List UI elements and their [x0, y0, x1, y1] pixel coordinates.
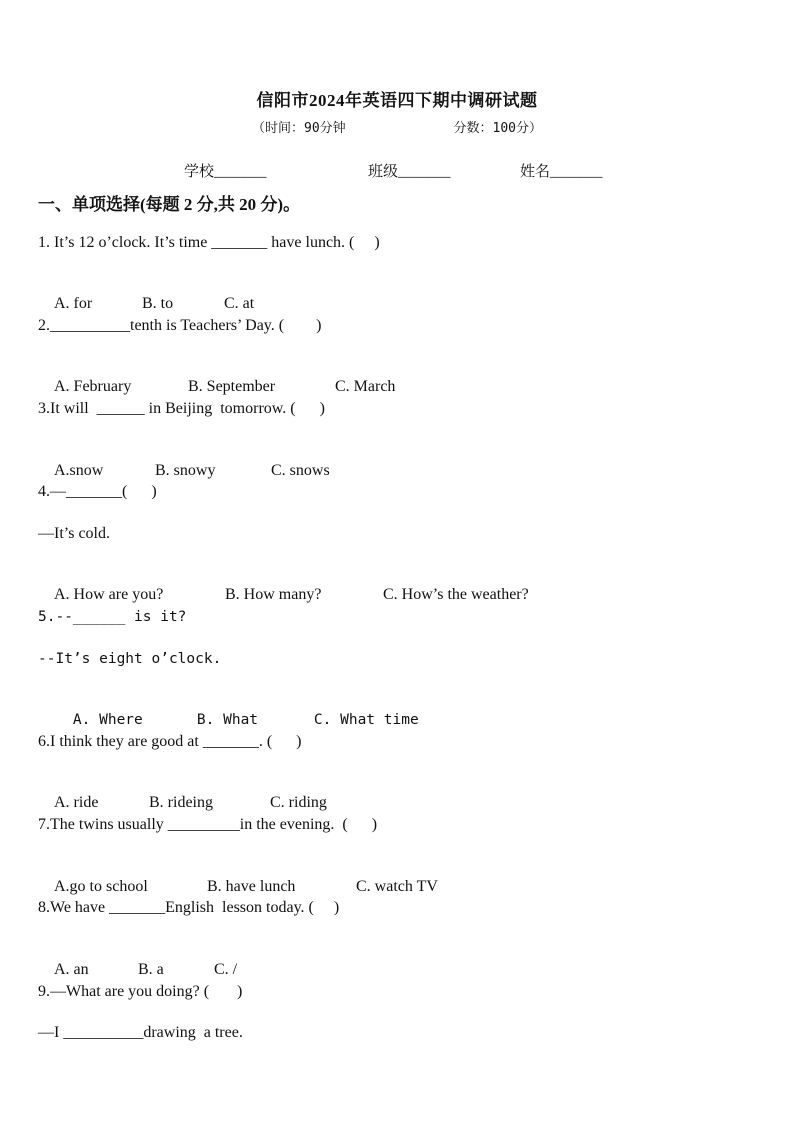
option-b: B. How many?	[225, 586, 322, 603]
option-b: B. What	[196, 712, 259, 728]
option-a: A. Where	[72, 712, 143, 728]
question-reply: --It’s eight o’clock.	[38, 651, 222, 667]
exam-subtitle	[0, 117, 794, 136]
name-field: 姓名_______	[520, 164, 603, 180]
question-stem: 6.I think they are good at _______. ( )	[38, 733, 302, 750]
section-title: 一、单项选择(每题 2 分,共 20 分)。	[38, 195, 301, 214]
question-stem: 9.—What are you doing? ( )	[38, 983, 243, 1000]
option-c: C. riding	[270, 794, 327, 811]
question-stem: 4.—_______( )	[38, 483, 157, 500]
option-c: C. watch TV	[356, 878, 438, 895]
exam-score: 分数：100分）	[453, 121, 542, 136]
question-reply: —I __________drawing a tree.	[38, 1024, 243, 1041]
option-a: A. for	[54, 295, 93, 312]
question-stem: 8.We have _______English lesson today. ( )	[38, 899, 340, 916]
option-b: B. rideing	[149, 794, 213, 811]
class-field: 班级_______	[368, 164, 451, 180]
option-c: C. March	[335, 378, 396, 395]
option-a: A. an	[54, 961, 89, 978]
option-b: B. September	[188, 378, 276, 395]
option-b: B. to	[142, 295, 174, 312]
question-reply: —It’s cold.	[38, 525, 110, 542]
option-c: C. at	[224, 295, 255, 312]
question-stem: 1. It’s 12 o’clock. It’s time _______ have lunch. ( )	[38, 234, 380, 251]
option-a: A. February	[54, 378, 132, 395]
question-stem: 7.The twins usually _________in the evening. ( )	[38, 816, 378, 833]
question-stem: 2.__________tenth is Teachers’ Day. ( )	[38, 317, 322, 334]
option-c: C. What time	[313, 712, 419, 728]
question-stem: 5.--______ is it?	[38, 609, 187, 625]
option-b: B. have lunch	[207, 878, 296, 895]
option-a: A.snow	[54, 462, 104, 479]
option-a: A.go to school	[54, 878, 148, 895]
option-b: B. snowy	[155, 462, 216, 479]
option-b: B. a	[138, 961, 164, 978]
school-field: 学校_______	[184, 164, 267, 180]
option-a: A. ride	[54, 794, 99, 811]
option-a: A. How are you?	[54, 586, 164, 603]
exam-time: （时间：90分钟	[252, 121, 346, 136]
option-c: C. snows	[271, 462, 330, 479]
option-c: C. /	[214, 961, 238, 978]
option-c: C. How’s the weather?	[383, 586, 529, 603]
question-stem: 3.It will ______ in Beijing tomorrow. ( )	[38, 400, 325, 417]
exam-title: 信阳市2024年英语四下期中调研试题	[256, 91, 538, 110]
